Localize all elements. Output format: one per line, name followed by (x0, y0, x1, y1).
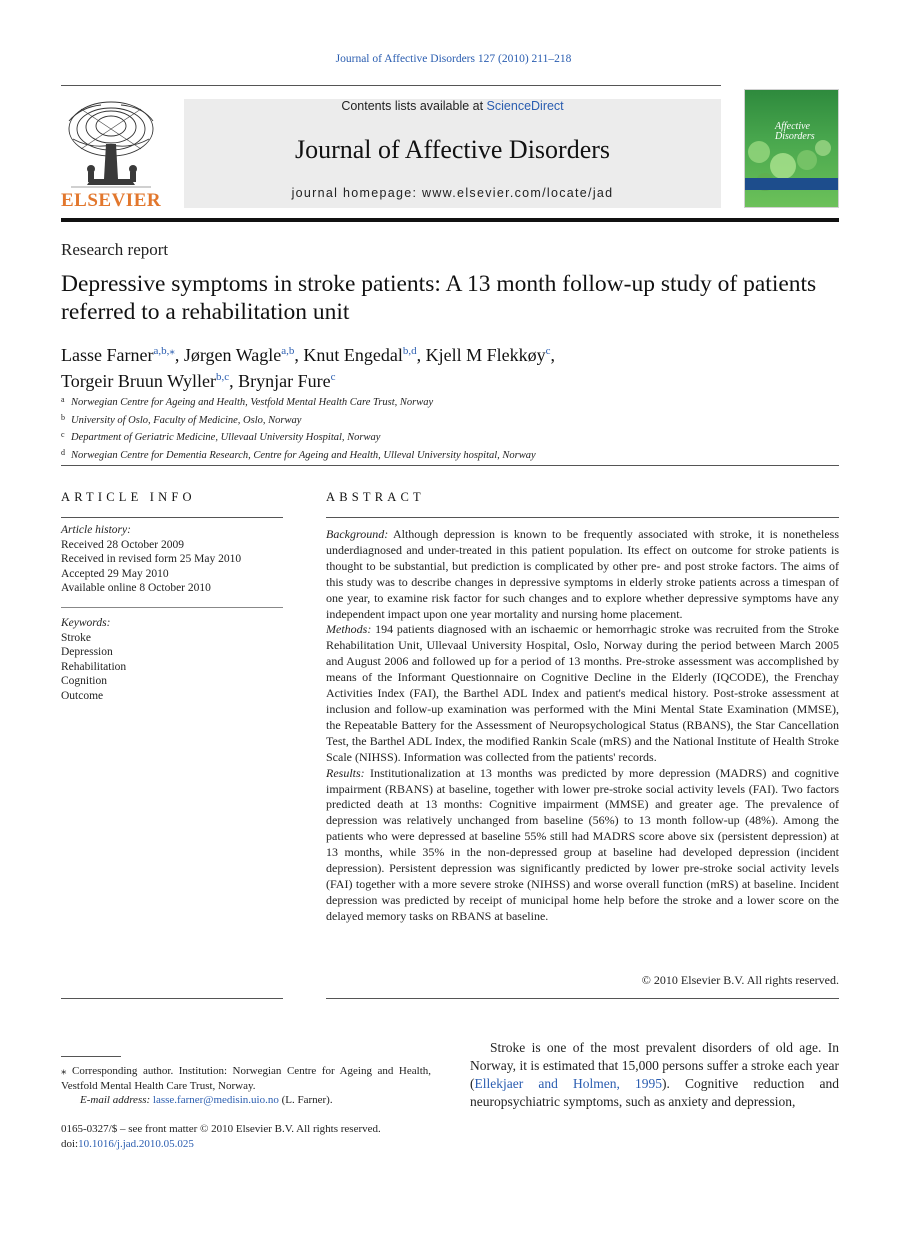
abstract-methods-label: Methods: (326, 622, 372, 637)
section-label: Research report (61, 240, 169, 259)
cover-title (775, 122, 815, 142)
abstract-bottom-rule (326, 998, 839, 999)
affiliation-item (61, 393, 841, 411)
history-item: Received 28 October 2009 (61, 538, 184, 551)
sciencedirect-link[interactable]: ScienceDirect (486, 99, 564, 113)
journal-title: Journal of Affective Disorders (294, 135, 611, 164)
body-text-after: ). Cognitive reduction and neuropsychiatric symptoms, such as anxiety and depression, (470, 1076, 839, 1109)
affiliation-item (61, 446, 841, 464)
article-info-heading: ARTICLE INFO (61, 490, 196, 504)
author-separator: , (174, 345, 184, 365)
author-name: Knut Engedal (303, 345, 403, 365)
author-separator: , (550, 345, 555, 365)
abstract-copyright: © 2010 Elsevier B.V. All rights reserved. (641, 973, 839, 987)
affiliation-item (61, 411, 841, 429)
affiliation-letter: d (61, 447, 65, 457)
abstract-results-label: Results: (326, 765, 365, 780)
article-title: Depressive symptoms in stroke patients: A 13 month follow-up study of patients referred to a rehabilitation unit (61, 271, 817, 325)
keyword-item: Cognition (61, 675, 108, 687)
abstract-heading: ABSTRACT (326, 490, 425, 504)
email-link[interactable]: lasse.farner@medisin.uio.no (152, 1094, 279, 1106)
author-affiliation-link[interactable]: b,d (402, 345, 417, 357)
author-name: Torgeir Bruun Wyller (61, 371, 216, 391)
elsevier-tree-icon (61, 99, 161, 191)
author-name: Jørgen Wagle (183, 345, 282, 365)
journal-citation-link[interactable]: Journal of Affective Disorders 127 (2010) 211–218 (335, 53, 572, 65)
abstract-background-label: Background: (326, 527, 389, 541)
affiliation-letter: c (61, 430, 65, 439)
author-list (61, 340, 841, 392)
body-text-before: Stroke is one of the most prevalent disorders of old age. In Norway, it is estimated that 15,000 persons suffer a stroke each year ( (470, 1040, 839, 1091)
doi-prefix: doi: (61, 1137, 79, 1150)
author-name: Brynjar Fure (238, 371, 331, 391)
reference-link[interactable]: Ellekjaer and Holmen, 1995 (474, 1076, 662, 1091)
author-affiliation-link[interactable]: c (545, 345, 551, 357)
history-item: Received in revised form 25 May 2010 (61, 553, 242, 565)
affiliation-text: Norwegian Centre for Dementia Research, Centre for Ageing and Health, Ulleval University hospital, Norway (71, 449, 536, 461)
author-separator: , (229, 371, 239, 391)
journal-homepage-line[interactable]: journal homepage: www.elsevier.com/locate/jad (291, 186, 614, 200)
cover-title-line2: Disorders (775, 131, 815, 142)
affiliation-letter: b (61, 412, 65, 422)
abstract-body (326, 527, 839, 925)
author-separator: , (294, 345, 304, 365)
author-affiliation-link[interactable]: a,b,⁎ (153, 345, 175, 357)
affiliation-text: University of Oslo, Faculty of Medicine, Oslo, Norway (71, 414, 302, 426)
article-history (61, 523, 283, 596)
author-affiliation-link[interactable]: b,c (215, 371, 230, 383)
issn-line: 0165-0327/$ – see front matter © 2010 Elsevier B.V. All rights reserved. (61, 1123, 381, 1135)
abstract-results-text: Institutionalization at 13 months was predicted by more depression (MADRS) and cognitive impairment (RBANS) at baseline, together with lower pre-stroke social activity levels (FAI). Two factors predicted death at 13 months: Cognitive impairment (MMSE) and greater age. The prevalence of depression was relatively unchanged from baseline (56%) to 13 month follow-up (48%). Among the patients who were depressed at baseline 55% still had MADRS score above six (persistent depression) at 13 months, while 35% in the non-depressed group at baseline had developed depression (incident depression). Persistent depression was significantly predicted by lower pre-stroke social activity levels (FAI) together with a more severe stroke (NIHSS) and worse overall function (mRS) at baseline. Incident depression was predicted by receipt of municipal home help before the stroke and a lower score on the delayed memory tasks on RBANS at baseline. (326, 765, 839, 923)
abstract-background-text: Although depression is known to be frequently associated with stroke, it is nonetheless underdiagnosed and under-treated in this patient population. Its effect on outcome for stroke patients is thought to be substantial, but prediction is complicated by other pre- and post stroke factors. The aims of this study was to describe changes in depressive symptoms in elderly stroke patients across a timespan of one year, to examine risk factor for such changes and to explore whether depressive symptoms have any independent impact upon one year mortality and nursing home placement. (326, 527, 839, 621)
affiliation-list (61, 393, 841, 463)
doi-line (61, 1137, 441, 1152)
keyword-item: Outcome (61, 689, 104, 702)
masthead-bottom-rule (61, 218, 839, 222)
email-label: E-mail address: (80, 1094, 151, 1106)
journal-cover-thumbnail (744, 89, 839, 208)
contents-prefix: Contents lists available at (341, 99, 487, 113)
abstract-results (326, 766, 839, 925)
corresponding-author-note: ⁎ Corresponding author. Institution: Norwegian Centre for Ageing and Health, Vestfold Mental Health Care Trust, Norway. (61, 1065, 431, 1092)
affiliation-item (61, 428, 841, 446)
cover-title-line1: Affective (775, 121, 810, 132)
keywords-list (61, 616, 283, 703)
email-line (80, 1094, 440, 1106)
author-separator: , (416, 345, 426, 365)
abstract-rule (326, 517, 839, 518)
keywords-heading: Keywords: (61, 617, 111, 629)
abstract-background (326, 527, 839, 622)
doi-link[interactable]: 10.1016/j.jad.2010.05.025 (78, 1137, 194, 1150)
affiliation-text: Department of Geriatric Medicine, Ullevaal University Hospital, Norway (71, 432, 381, 443)
keyword-item: Rehabilitation (61, 660, 127, 673)
keyword-item: Depression (61, 646, 113, 658)
info-bottom-rule (61, 998, 283, 999)
abstract-methods-text: 194 patients diagnosed with an ischaemic or hemorrhagic stroke was recruited from the Stroke Rehabilitation Unit, Ullevaal University Hospital, Oslo, Norway during the period between March 2005 and August 2006 and followed up for a period of 13 months. Pre-stroke assessment was accomplished by means of the Informant Questionnaire on Cognitive Decline in the Elderly (IQCODE), the Frenchay Activities Index (FAI), the Barthel ADL Index and patient's medical history. Post-stroke assessment at inclusion and follow-up examination was performed with the Mini Mental State Examination (MMSE), the Repeatable Battery for the Assessment of Neuropsychological Status (RBANS), the Star Cancellation Test, the Barthel ADL Index, the modified Rankin Scale (mRS) and the National Institute of Health Stroke Scale (NIHSS). Information was collected from the patients' records. (326, 622, 839, 764)
front-matter (61, 1122, 441, 1151)
cover-strip (745, 178, 839, 190)
elsevier-wordmark: ELSEVIER (61, 190, 162, 211)
contents-availability-line (184, 99, 721, 113)
keyword-item: Stroke (61, 631, 92, 644)
masthead-top-rule (61, 85, 721, 86)
footnote-rule (61, 1056, 121, 1057)
email-suffix: (L. Farner). (278, 1094, 333, 1106)
journal-masthead-box (184, 99, 721, 208)
affiliation-text: Norwegian Centre for Ageing and Health, Vestfold Mental Health Care Trust, Norway (71, 397, 434, 408)
abstract-methods (326, 622, 839, 765)
history-item: Available online 8 October 2010 (61, 582, 211, 594)
article-info-mid-rule (61, 607, 283, 608)
header-separator-rule (61, 465, 839, 466)
cover-spheres-icon (745, 90, 839, 208)
author-name: Kjell M Flekkøy (425, 345, 546, 365)
author-affiliation-link[interactable]: a,b (281, 345, 295, 357)
author-name: Lasse Farner (61, 345, 154, 365)
article-info-rule (61, 517, 283, 518)
body-paragraph (470, 1039, 839, 1111)
author-affiliation-link[interactable]: c (330, 371, 336, 383)
affiliation-letter: a (61, 395, 65, 404)
history-item: Accepted 29 May 2010 (61, 567, 169, 580)
article-history-heading: Article history: (61, 524, 131, 536)
